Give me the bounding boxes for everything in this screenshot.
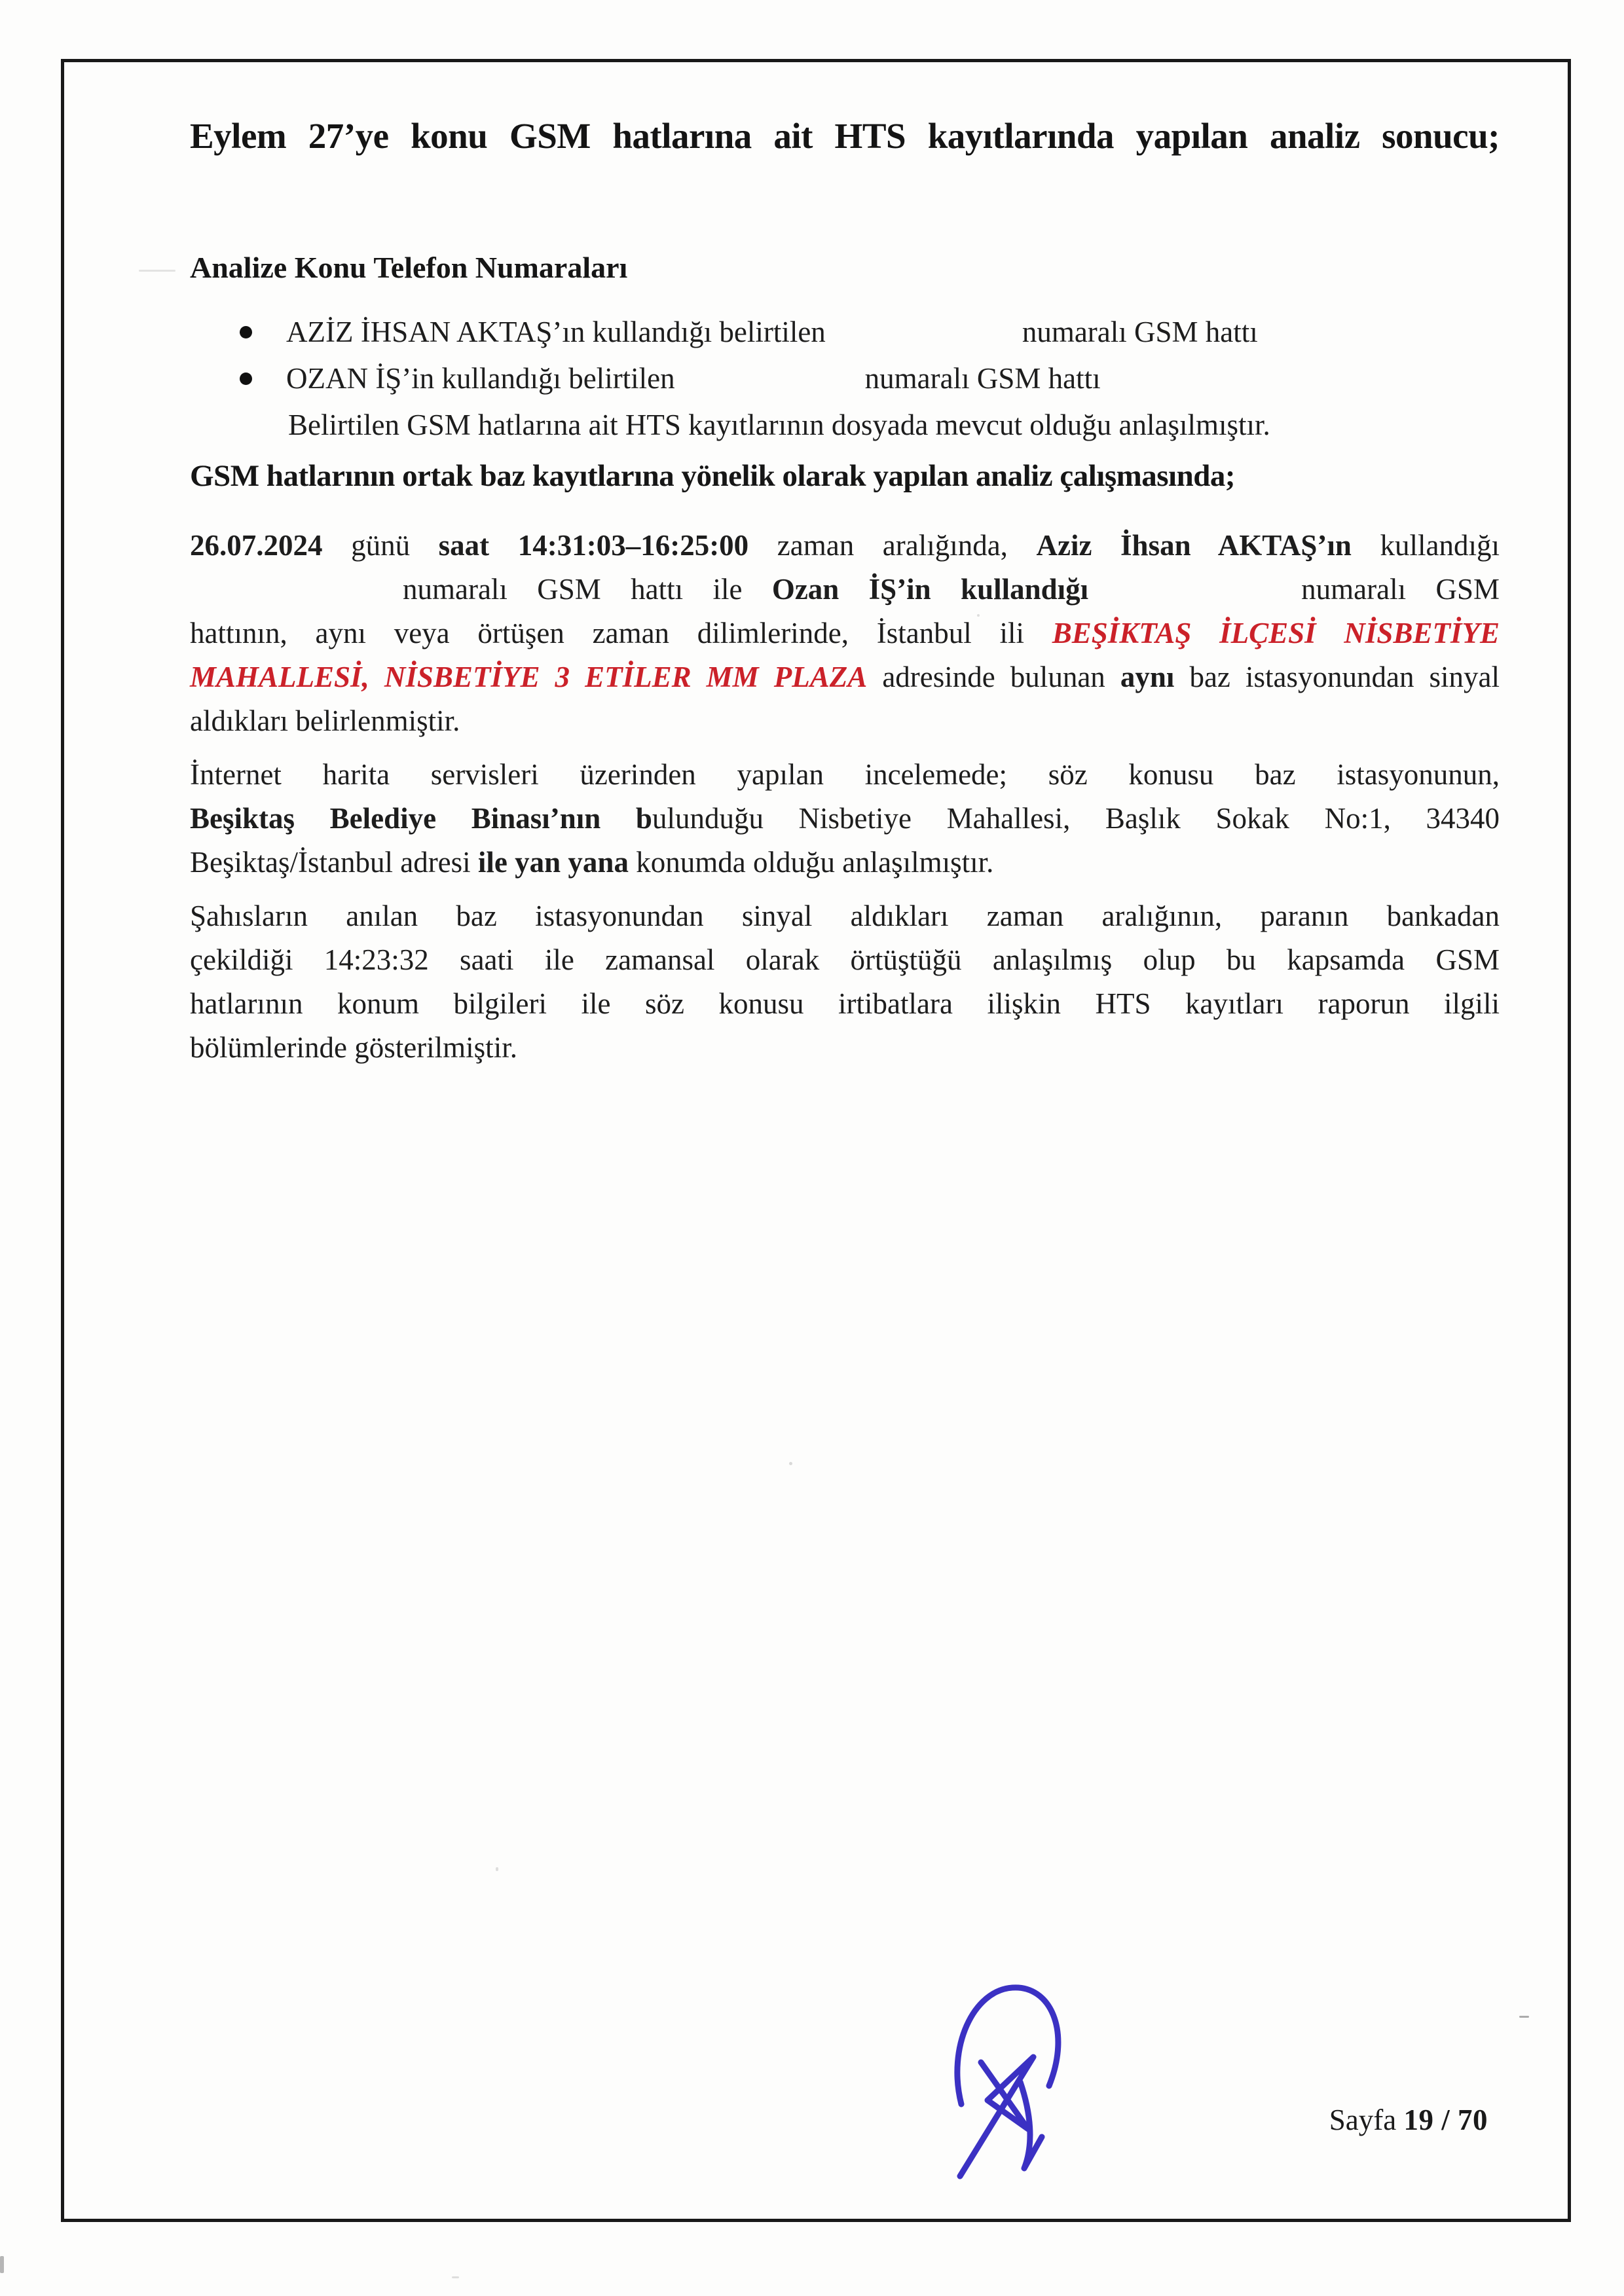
page-title: Eylem 27’ye konu GSM hatlarına ait HTS kayıtlarında yapılan analiz sonucu; [190, 116, 1500, 156]
text-segment: kullandığı [1351, 529, 1500, 562]
text-line [190, 938, 1500, 982]
bullet-text [286, 310, 1506, 354]
text-line [190, 753, 1500, 797]
page-number-value: 19 / 70 [1403, 2104, 1488, 2136]
text-segment: numaralı GSM hattı [864, 362, 1101, 395]
text-segment: aynı [1120, 661, 1175, 693]
text-segment: BEŞİKTAŞ İLÇESİ NİSBETİYE [1052, 617, 1500, 649]
page-number-prefix: Sayfa [1329, 2104, 1397, 2136]
text-segment: OZAN İŞ’in kullandığı belirtilen [286, 362, 675, 395]
signature-ink-scribble [942, 1978, 1089, 2188]
bullet-item-aktas [240, 310, 1506, 354]
text-segment: günü [322, 529, 439, 562]
page-number [190, 2103, 1488, 2137]
text-segment: çekildiği 14:23:32 saati ile zamansal olarak örtüştüğü anlaşılmış olup bu kapsamda GSM [190, 943, 1500, 976]
text-segment: Aziz İhsan AKTAŞ’ın [1036, 529, 1352, 562]
text-segment: MAHALLESİ, NİSBETİYE 3 ETİLER MM PLAZA [190, 661, 868, 693]
text-segment: Beşiktaş Belediye Binası’nın b [190, 802, 652, 835]
scan-artifact [139, 270, 175, 272]
bullet-text [286, 357, 1506, 401]
text-segment: konumda olduğu anlaşılmıştır. [628, 846, 994, 879]
text-segment: bölümlerinde gösterilmiştir. [190, 1031, 517, 1064]
bullet-note [288, 403, 1500, 447]
text-segment: numaralı GSM hattı [1022, 316, 1258, 348]
scan-artifact [0, 2256, 4, 2273]
scan-artifact [789, 1462, 792, 1465]
text-segment: 26.07.2024 [190, 529, 323, 562]
redacted-gap [190, 598, 403, 599]
scan-artifact [977, 614, 980, 617]
text-segment: Belirtilen GSM hatlarına ait HTS kayıtlarının dosyada mevcut olduğu anlaşılmıştır. [288, 409, 1270, 441]
text-line [190, 797, 1500, 841]
redacted-gap [826, 341, 1022, 342]
text-segment: ile yan yana [477, 846, 629, 879]
text-line [190, 611, 1500, 655]
text-line [190, 841, 1500, 884]
text-segment: hattının, aynı veya örtüşen zaman dilimlerinde, İstanbul ili [190, 617, 1052, 649]
text-segment: saat 14:31:03–16:25:00 [438, 529, 749, 562]
text-segment: ulunduğu Nisbetiye Mahallesi, Başlık Sokak No:1, 34340 [652, 802, 1500, 835]
bullet-dot-icon [240, 373, 252, 385]
scan-artifact [1519, 2016, 1529, 2018]
paragraph-baz-istasyonu [190, 524, 1500, 743]
scan-artifact [496, 1867, 498, 1871]
text-segment: Şahısların anılan baz istasyonundan sinyal aldıkları zaman aralığının, paranın bankadan [190, 900, 1500, 932]
redacted-gap [1088, 598, 1301, 599]
text-segment: aldıkları belirlenmiştir. [190, 704, 460, 737]
section-heading-telefon-numaralari: Analize Konu Telefon Numaraları [190, 251, 628, 284]
paragraph-zamansal-ortusme [190, 894, 1500, 1070]
text-segment: İnternet harita servisleri üzerinden yapılan incelemede; söz konusu baz istasyonunun, [190, 758, 1500, 791]
paragraph-harita-servisi [190, 753, 1500, 884]
text-line [190, 1026, 1500, 1070]
text-segment: numaralı GSM hattı ile [403, 573, 772, 606]
text-segment: Beşiktaş/İstanbul adresi [190, 846, 478, 879]
text-segment: zaman aralığında, [748, 529, 1037, 562]
bullet-dot-icon [240, 326, 252, 338]
text-line [190, 699, 1500, 743]
text-line [190, 894, 1500, 938]
text-segment: Ozan İŞ’in kullandığı [771, 573, 1089, 606]
text-segment: numaralı GSM [1301, 573, 1500, 606]
bullet-item-ozan [240, 357, 1506, 401]
text-segment: hatlarının konum bilgileri ile söz konusu irtibatlara ilişkin HTS kayıtları raporun ilgili [190, 987, 1500, 1020]
text-segment: baz istasyonundan sinyal [1174, 661, 1500, 693]
text-line [190, 982, 1500, 1026]
scan-artifact [452, 2276, 459, 2278]
text-segment: adresinde bulunan [867, 661, 1120, 693]
section-heading-baz-analizi: GSM hatlarının ortak baz kayıtlarına yönelik olarak yapılan analiz çalışmasında; [190, 459, 1236, 493]
text-segment: AZİZ İHSAN AKTAŞ’ın kullandığı belirtilen [286, 316, 826, 348]
text-line [190, 524, 1500, 568]
text-line [190, 568, 1500, 611]
text-line [190, 655, 1500, 699]
